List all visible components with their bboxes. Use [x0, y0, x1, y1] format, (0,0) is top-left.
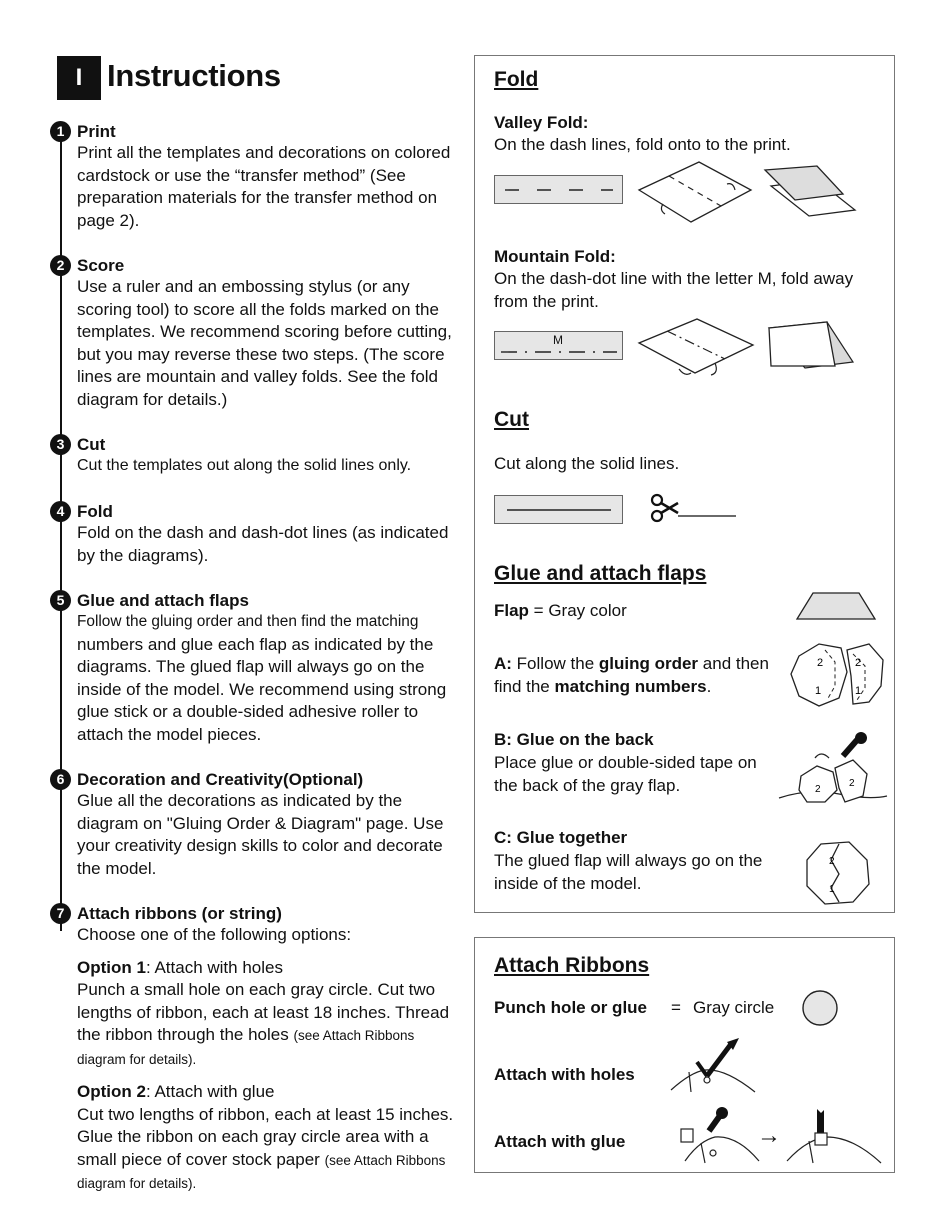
glued-together-diagram	[803, 840, 873, 906]
option-title: : Attach with holes	[145, 957, 283, 977]
step-number: 1	[50, 121, 71, 142]
step-title: Cut	[77, 435, 106, 454]
valley-fold-body: On the dash lines, fold onto to the print.	[494, 135, 791, 154]
step-print	[50, 121, 460, 232]
step-body: Use a ruler and an embossing stylus (or any scoring tool) to score all the folds marked on the templates. We recommend scoring before cutting, but you may reverse these two steps. (The score lines are mountain and valley folds. See the fold diagram for details.)	[77, 277, 452, 409]
option-2	[77, 1081, 460, 1196]
gray-circle-icon	[801, 988, 841, 1028]
step-body: Glue all the decorations as indicated by the diagram on "Gluing Order & Diagram" page. Use your creativity design skills to color and decorate the model.	[77, 791, 444, 878]
step-number: 3	[50, 434, 71, 455]
match-number-1: 1	[855, 685, 862, 697]
option-body: Punch a small hole on each gray circle. Cut two lengths of ribbon, each at least 18 inches. Thread the ribbon through the holes	[77, 980, 450, 1044]
option-note: (see Attach Ribbons diagram for details).	[77, 1028, 415, 1067]
match-number-2: 2	[855, 657, 862, 669]
fold-heading: Fold	[494, 68, 539, 91]
valley-fold-diamond-diagram	[639, 160, 754, 226]
step-body: Print all the templates and decorations on colored cardstock or use the “transfer method” (See preparation materials for the transfer method on page 2).	[77, 143, 451, 230]
step-body: Choose one of the following options:	[77, 925, 352, 944]
mountain-letter-label: M	[553, 333, 563, 347]
attach-ribbons-panel	[474, 937, 895, 1173]
page-title: Instructions	[107, 58, 281, 93]
gray-flap-diagram	[797, 591, 877, 621]
flap-legend-text: = Gray color	[528, 601, 627, 620]
option-label: Option 2	[77, 1082, 146, 1101]
attach-with-glue-label: Attach with glue	[494, 1132, 626, 1151]
attach-with-holes-label: Attach with holes	[494, 1065, 635, 1084]
step-title: Glue and attach flaps	[77, 591, 249, 610]
glue-step-a-bold: matching numbers	[554, 676, 707, 696]
step-glue	[50, 590, 460, 746]
mountain-fold-body: On the dash-dot line with the letter M, fold away from the print.	[494, 269, 854, 311]
step-number: 4	[50, 501, 71, 522]
step-number: 7	[50, 903, 71, 924]
match-number-2: 2	[817, 657, 824, 669]
option-note: (see Attach Ribbons diagram for details).	[77, 1152, 446, 1191]
glue-step-b-title: B: Glue on the back	[494, 730, 654, 749]
valley-fold-strip	[494, 175, 623, 204]
cut-strip	[494, 495, 623, 524]
valley-fold-folded-diagram	[765, 166, 857, 224]
ribbon-through-hole-icon	[671, 1036, 757, 1096]
arrow-right-icon: →	[757, 1122, 781, 1149]
equals-sign: =	[671, 998, 681, 1017]
attach-ribbons-heading: Attach Ribbons	[494, 954, 650, 977]
glue-step-a-text: Follow the	[511, 654, 599, 673]
option-1	[77, 957, 460, 1072]
glue-on-back-diagram	[779, 732, 887, 812]
step-body-first-line: Follow the gluing order and then find the matching	[77, 613, 419, 630]
flap-label: Flap	[494, 601, 529, 620]
glue-step-c-body: The glued flap will always go on the inside of the model.	[494, 851, 763, 893]
step-title: Print	[77, 122, 116, 141]
glue-step-a-text: and then find the	[494, 654, 769, 696]
match-number-2: 2	[849, 778, 855, 789]
flap-legend	[494, 600, 627, 623]
match-number-2: 2	[829, 856, 835, 867]
step-body: Cut the templates out along the solid lines only.	[77, 457, 412, 474]
punch-hole-label: Punch hole or glue	[494, 998, 648, 1017]
solid-line	[495, 496, 622, 523]
step-body: Fold on the dash and dash-dot lines (as indicated by the diagrams).	[77, 523, 449, 565]
glue-stick-diagram	[681, 1105, 761, 1165]
gray-circle-label: Gray circle	[693, 998, 775, 1017]
scissors-icon	[650, 493, 740, 525]
step-fold	[50, 501, 460, 567]
glue-heading: Glue and attach flaps	[494, 562, 707, 585]
cut-heading: Cut	[494, 408, 529, 431]
glue-step-b-body: Place glue or double-sided tape on the back of the gray flap.	[494, 753, 757, 795]
glue-step-c-title: C: Glue together	[494, 828, 628, 847]
step-title: Decoration and Creativity(Optional)	[77, 770, 364, 789]
match-number-1: 1	[815, 685, 822, 697]
section-letter-badge: I	[57, 56, 101, 100]
ribbon-glued-diagram	[787, 1105, 883, 1165]
cut-body: Cut along the solid lines.	[494, 454, 680, 473]
glue-step-a-label: A:	[494, 654, 512, 673]
step-body: numbers and glue each flap as indicated by the diagrams. The glued flap will always go on the inside of the model. We recommend using strong glue stick or a double-sided adhesive roller to attach the model pieces.	[77, 634, 447, 744]
step-number: 5	[50, 590, 71, 611]
step-number: 6	[50, 769, 71, 790]
option-title: : Attach with glue	[145, 1082, 275, 1101]
matching-numbers-diagram	[789, 642, 889, 708]
glue-step-a-text: .	[706, 676, 712, 696]
step-title: Score	[77, 256, 125, 275]
dash-line	[495, 176, 622, 203]
match-number-1: 1	[829, 884, 835, 895]
glue-step-a-bold: gluing order	[598, 654, 699, 673]
step-cut	[50, 434, 460, 478]
step-title: Fold	[77, 502, 113, 521]
step-decoration	[50, 769, 460, 880]
step-attach-ribbons	[50, 903, 460, 1196]
option-body: Cut two lengths of ribbon, each at least 15 inches. Glue the ribbon on each gray circle area with a small piece of cover stock paper	[77, 1104, 454, 1169]
valley-fold-title: Valley Fold:	[494, 113, 589, 132]
step-score	[50, 255, 460, 411]
step-title: Attach ribbons (or string)	[77, 904, 282, 923]
match-number-2: 2	[815, 784, 821, 795]
glue-step-a	[494, 653, 784, 698]
mountain-fold-title: Mountain Fold:	[494, 247, 616, 266]
step-number: 2	[50, 255, 71, 276]
mountain-fold-tent-diagram	[765, 322, 857, 372]
mountain-fold-strip	[494, 331, 623, 360]
option-label: Option 1	[77, 957, 146, 977]
mountain-fold-diamond-diagram	[639, 319, 754, 379]
fold-cut-glue-panel	[474, 55, 895, 913]
